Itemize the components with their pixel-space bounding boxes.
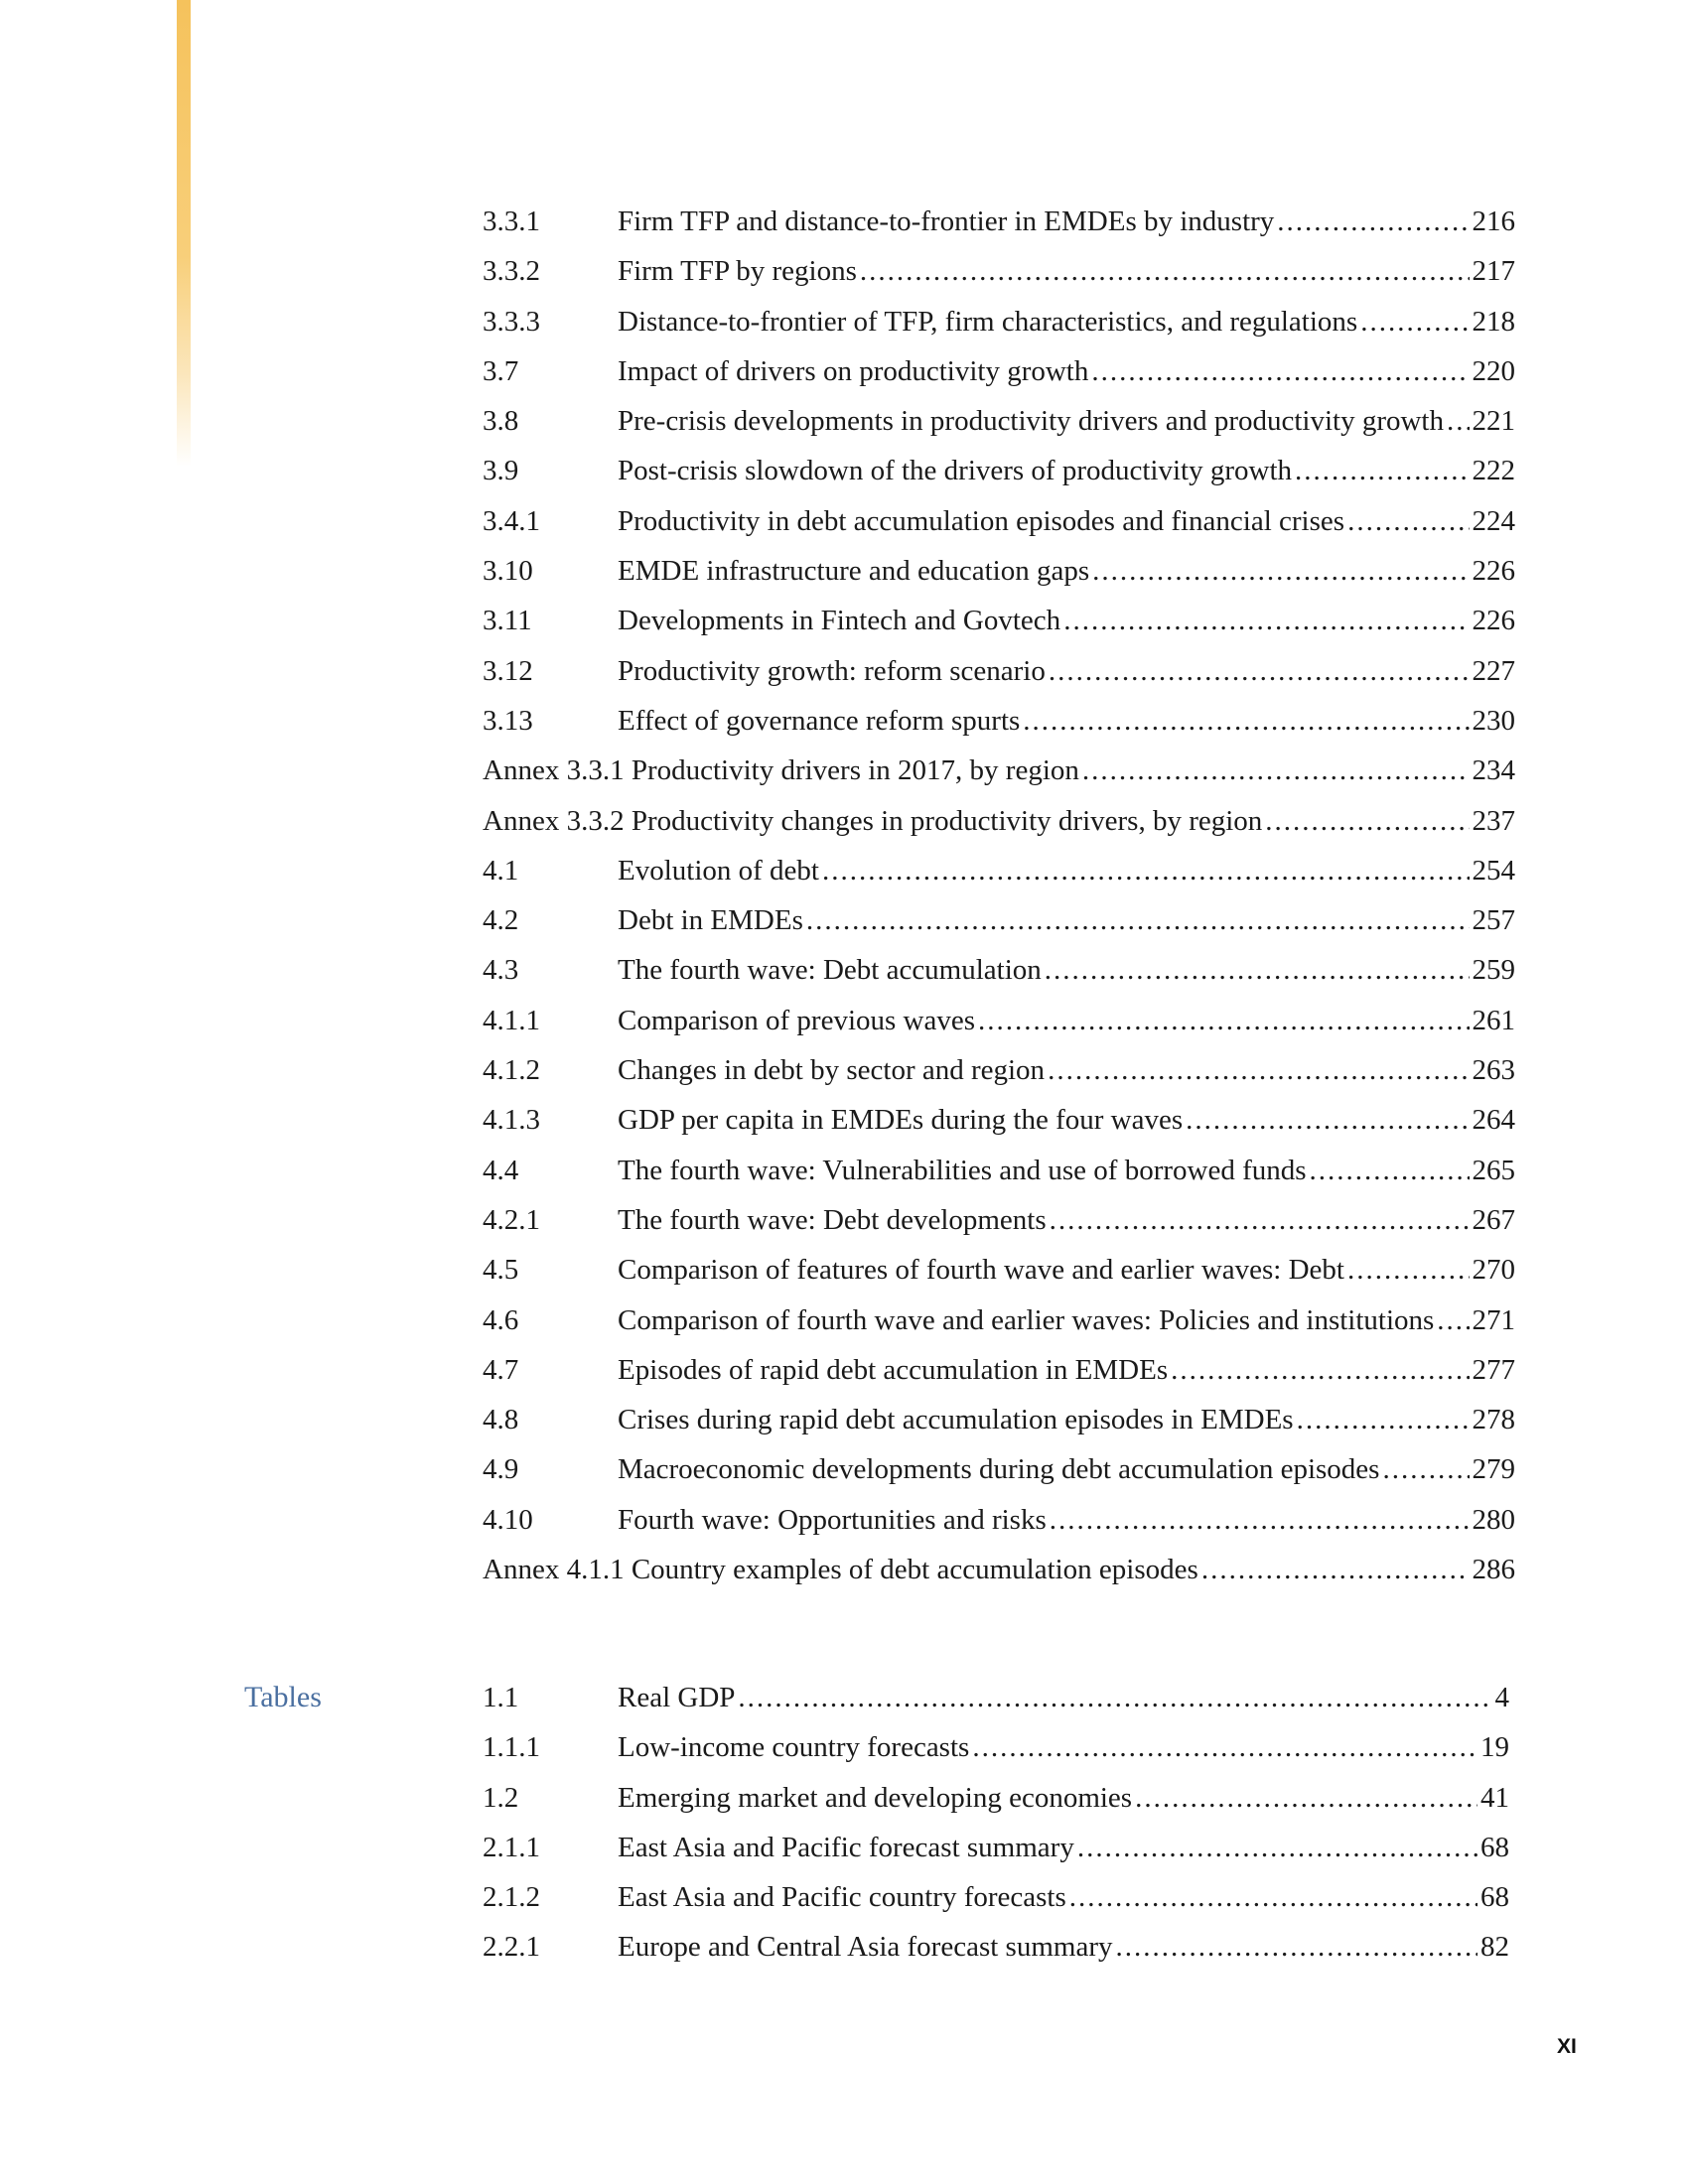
toc-entry-number: 4.2.1 <box>483 1203 540 1236</box>
toc-entry-title: Firm TFP and distance-to-frontier in EMDEs by industry <box>618 205 1275 237</box>
toc-entry-number: 3.10 <box>483 555 533 588</box>
toc-entry-number: 3.3.1 <box>483 205 540 237</box>
toc-entry-page: 218 <box>1472 305 1515 338</box>
toc-entry-title: The fourth wave: Vulnerabilities and use of borrowed funds <box>618 1154 1307 1186</box>
toc-entry-title: Emerging market and developing economies <box>618 1781 1133 1814</box>
toc-entry-page: 41 <box>1480 1781 1509 1814</box>
toc-entry-page: 263 <box>1472 1054 1515 1087</box>
toc-entry[interactable] <box>483 1245 1515 1295</box>
toc-entry-page: 4 <box>1494 1682 1509 1713</box>
toc-entry-title: Productivity growth: reform scenario <box>618 654 1046 687</box>
dot-leader <box>1135 1773 1477 1823</box>
toc-entry[interactable] <box>483 246 1515 296</box>
toc-entry-page: 224 <box>1472 504 1515 537</box>
toc-entry[interactable] <box>483 1095 1515 1145</box>
toc-entry-title: Annex 4.1.1 Country examples of debt accumulation episodes <box>483 1554 1198 1586</box>
toc-entry-number: 1.1 <box>483 1682 519 1713</box>
dot-leader <box>822 846 1470 895</box>
toc-entry-page: 261 <box>1472 1004 1515 1036</box>
toc-entry-page: 19 <box>1480 1731 1509 1764</box>
toc-entry-number: 3.4.1 <box>483 504 540 537</box>
toc-entry-page: 227 <box>1472 654 1515 687</box>
accent-bar <box>177 0 191 467</box>
toc-entry-title: Impact of drivers on productivity growth <box>618 354 1089 387</box>
toc-entry-number: 3.9 <box>483 455 519 487</box>
dot-leader <box>860 246 1470 296</box>
toc-entry-number: 4.10 <box>483 1503 533 1536</box>
toc-entry-page: 226 <box>1472 605 1515 637</box>
tables-list <box>483 1673 1509 1973</box>
toc-entry-number: 4.1.1 <box>483 1004 540 1036</box>
toc-entry-page: 280 <box>1472 1503 1515 1536</box>
toc-entry-title: Episodes of rapid debt accumulation in EMDEs <box>618 1353 1169 1386</box>
toc-entry-page: 234 <box>1472 754 1515 787</box>
toc-entry[interactable] <box>483 1722 1509 1772</box>
toc-entry-number: 2.1.1 <box>483 1831 540 1863</box>
dot-leader <box>1437 1296 1469 1345</box>
toc-entry-title: Post-crisis slowdown of the drivers of productivity growth <box>618 455 1293 487</box>
toc-entry-number: 3.11 <box>483 605 532 637</box>
dot-leader <box>1171 1345 1469 1395</box>
dot-leader <box>1063 596 1469 645</box>
toc-entry-number: 3.3.3 <box>483 305 540 338</box>
toc-entry[interactable] <box>483 746 1515 795</box>
toc-entry-page: 267 <box>1472 1203 1515 1236</box>
toc-entry-page: 221 <box>1472 405 1515 438</box>
toc-entry-title: GDP per capita in EMDEs during the four waves <box>618 1104 1184 1137</box>
dot-leader <box>1045 945 1470 995</box>
toc-entry-page: 68 <box>1480 1831 1509 1863</box>
toc-entry-number: 3.13 <box>483 704 533 737</box>
dot-leader <box>1023 696 1469 746</box>
toc-entry-title: Pre-crisis developments in productivity drivers and productivity growth <box>618 405 1444 438</box>
tables-section-label: Tables <box>244 1681 322 1713</box>
toc-entry-page: 279 <box>1472 1453 1515 1486</box>
toc-entry-title: EMDE infrastructure and education gaps <box>618 555 1090 588</box>
toc-entry-number: 3.8 <box>483 405 519 438</box>
dot-leader <box>1277 197 1469 246</box>
toc-entry[interactable] <box>483 696 1515 746</box>
toc-entry-page: 226 <box>1472 555 1515 588</box>
toc-entry-title: Developments in Fintech and Govtech <box>618 605 1061 637</box>
dot-leader <box>1069 1872 1477 1922</box>
toc-entry-page: 68 <box>1480 1881 1509 1914</box>
toc-entry-page: 259 <box>1472 954 1515 987</box>
toc-entry[interactable] <box>483 1195 1515 1245</box>
toc-entry-number: 4.6 <box>483 1303 519 1336</box>
toc-entry-number: 4.3 <box>483 954 519 987</box>
toc-entry-title: Real GDP <box>618 1682 736 1713</box>
toc-entry[interactable] <box>483 1922 1509 1972</box>
toc-entry-title: Comparison of features of fourth wave and earlier waves: Debt <box>618 1254 1344 1287</box>
toc-entry[interactable] <box>483 346 1515 396</box>
toc-entry-number: 2.2.1 <box>483 1931 540 1964</box>
toc-entry-page: 82 <box>1480 1931 1509 1964</box>
dot-leader <box>1295 446 1469 495</box>
toc-entry-title: Annex 3.3.2 Productivity changes in productivity drivers, by region <box>483 804 1263 837</box>
dot-leader <box>1360 297 1469 346</box>
toc-entry[interactable] <box>483 297 1515 346</box>
toc-entry-number: 4.1.3 <box>483 1104 540 1137</box>
toc-entry[interactable] <box>483 945 1515 995</box>
toc-entry-page: 286 <box>1472 1554 1515 1586</box>
toc-entry-number: 4.1.2 <box>483 1054 540 1087</box>
toc-entry[interactable] <box>483 1872 1509 1922</box>
dot-leader <box>1050 1495 1470 1545</box>
toc-entry-title: Macroeconomic developments during debt accumulation episodes <box>618 1453 1380 1486</box>
toc-entry[interactable] <box>483 1296 1515 1345</box>
dot-leader <box>1050 1195 1470 1245</box>
dot-leader <box>1382 1444 1469 1494</box>
toc-entry-title: Crises during rapid debt accumulation episodes in EMDEs <box>618 1404 1294 1436</box>
toc-entry-number: 4.7 <box>483 1353 519 1386</box>
toc-entry-title: Effect of governance reform spurts <box>618 704 1021 737</box>
toc-entry-page: 278 <box>1472 1404 1515 1436</box>
toc-entry-number: 4.8 <box>483 1404 519 1436</box>
dot-leader <box>806 895 1470 945</box>
toc-entry-number: 4.9 <box>483 1453 519 1486</box>
toc-entry-title: East Asia and Pacific country forecasts <box>618 1881 1066 1914</box>
toc-entry[interactable] <box>483 895 1515 945</box>
toc-entry[interactable] <box>483 197 1515 246</box>
toc-entry[interactable] <box>483 1395 1515 1444</box>
toc-entry-title: Comparison of fourth wave and earlier waves: Policies and institutions <box>618 1303 1435 1336</box>
toc-entry[interactable] <box>483 446 1515 495</box>
toc-entry-number: 3.7 <box>483 354 519 387</box>
dot-leader <box>1048 1045 1469 1095</box>
dot-leader <box>1092 546 1469 596</box>
dot-leader <box>1049 646 1470 696</box>
dot-leader <box>1091 346 1469 396</box>
dot-leader <box>1201 1545 1470 1594</box>
toc-entry[interactable] <box>483 1823 1509 1872</box>
dot-leader <box>738 1673 1491 1722</box>
toc-entry-number: 4.4 <box>483 1154 519 1186</box>
toc-entry-page: 216 <box>1472 205 1515 237</box>
toc-entry-number: 4.2 <box>483 904 519 937</box>
toc-entry-page: 271 <box>1472 1303 1515 1336</box>
toc-entry-title: Debt in EMDEs <box>618 904 803 937</box>
dot-leader <box>972 1722 1477 1772</box>
toc-entry[interactable] <box>483 1673 1509 1722</box>
dot-leader <box>1082 746 1470 795</box>
toc-entry-number: 4.1 <box>483 854 519 887</box>
dot-leader <box>1347 1245 1470 1295</box>
toc-entry[interactable] <box>483 1444 1515 1494</box>
toc-entry-title: Europe and Central Asia forecast summary <box>618 1931 1113 1964</box>
toc-entry-title: Firm TFP by regions <box>618 255 857 288</box>
toc-entry-page: 230 <box>1472 704 1515 737</box>
dot-leader <box>1186 1095 1469 1145</box>
toc-entry-title: Productivity in debt accumulation episodes and financial crises <box>618 504 1345 537</box>
dot-leader <box>1310 1146 1470 1195</box>
toc-entry[interactable] <box>483 996 1515 1045</box>
toc-entry-number: 3.12 <box>483 654 533 687</box>
dot-leader <box>1115 1922 1477 1972</box>
toc-entry[interactable] <box>483 1345 1515 1395</box>
toc-entry[interactable] <box>483 796 1515 846</box>
toc-entry-page: 277 <box>1472 1353 1515 1386</box>
toc-entry[interactable] <box>483 596 1515 645</box>
toc-entry-page: 237 <box>1472 804 1515 837</box>
toc-entry-page: 270 <box>1472 1254 1515 1287</box>
toc-entry[interactable] <box>483 1773 1509 1823</box>
toc-entry-title: East Asia and Pacific forecast summary <box>618 1831 1074 1863</box>
toc-entry[interactable] <box>483 646 1515 696</box>
dot-leader <box>1347 496 1469 546</box>
toc-entry-title: Comparison of previous waves <box>618 1004 976 1036</box>
toc-entry[interactable] <box>483 1545 1515 1594</box>
toc-entry-title: Low-income country forecasts <box>618 1731 970 1764</box>
dot-leader <box>1077 1823 1477 1872</box>
toc-entry-number: 3.3.2 <box>483 255 540 288</box>
toc-entry-title: Annex 3.3.1 Productivity drivers in 2017, by region <box>483 754 1079 787</box>
toc-entry-title: Fourth wave: Opportunities and risks <box>618 1503 1047 1536</box>
toc-entry[interactable] <box>483 496 1515 546</box>
toc-entry-number: 2.1.2 <box>483 1881 540 1914</box>
toc-entry-number: 1.1.1 <box>483 1731 540 1764</box>
toc-entry-page: 217 <box>1472 255 1515 288</box>
toc-entry[interactable] <box>483 1146 1515 1195</box>
toc-entry-page: 220 <box>1472 354 1515 387</box>
toc-entry-page: 254 <box>1472 854 1515 887</box>
toc-entry-page: 257 <box>1472 904 1515 937</box>
toc-entry[interactable] <box>483 846 1515 895</box>
toc-entry[interactable] <box>483 396 1515 446</box>
toc-entry-title: The fourth wave: Debt accumulation <box>618 954 1042 987</box>
toc-entry-page: 264 <box>1472 1104 1515 1137</box>
toc-entry-title: Distance-to-frontier of TFP, firm characteristics, and regulations <box>618 305 1358 338</box>
toc-entry[interactable] <box>483 1045 1515 1095</box>
figures-list <box>483 197 1515 1594</box>
toc-entry-title: The fourth wave: Debt developments <box>618 1203 1047 1236</box>
toc-entry-page: 265 <box>1472 1154 1515 1186</box>
toc-entry-number: 1.2 <box>483 1781 519 1814</box>
toc-entry-page: 222 <box>1472 455 1515 487</box>
dot-leader <box>978 996 1469 1045</box>
dot-leader <box>1297 1395 1470 1444</box>
dot-leader <box>1447 396 1470 446</box>
toc-entry-number: 4.5 <box>483 1254 519 1287</box>
toc-entry-title: Evolution of debt <box>618 854 819 887</box>
toc-entry[interactable] <box>483 1495 1515 1545</box>
dot-leader <box>1265 796 1469 846</box>
toc-entry[interactable] <box>483 546 1515 596</box>
toc-entry-title: Changes in debt by sector and region <box>618 1054 1046 1087</box>
page-number: XI <box>1557 2035 1577 2058</box>
